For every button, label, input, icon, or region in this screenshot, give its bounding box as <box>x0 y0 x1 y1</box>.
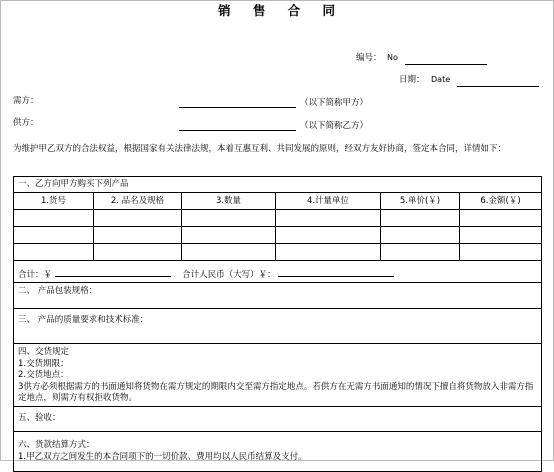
contract-no-field[interactable] <box>405 64 487 65</box>
table-cell[interactable] <box>381 210 460 227</box>
contract-no-label: 编号： <box>356 53 382 63</box>
supplier-label: 供方： <box>13 118 39 128</box>
section-4-heading: 四、交货规定 <box>18 347 70 357</box>
table-cell[interactable] <box>381 227 460 244</box>
column-header: 6.金额(￥) <box>460 193 542 210</box>
table-cell[interactable] <box>94 227 182 244</box>
table-cell[interactable] <box>460 210 542 227</box>
column-header: 1.货号 <box>14 193 94 210</box>
table-cell[interactable] <box>182 244 276 261</box>
column-header: 4.计量单位 <box>276 193 381 210</box>
section-2-heading: 二、 产品包装规格： <box>14 283 542 309</box>
column-header: 2. 品名及规格 <box>94 193 182 210</box>
table-cell[interactable] <box>276 210 381 227</box>
total-amount-field[interactable] <box>55 267 171 277</box>
table-cell[interactable] <box>14 210 94 227</box>
date-field[interactable] <box>457 86 539 87</box>
delivery-period-line: 1.交货期限： <box>18 358 69 369</box>
document-title: 销 售 合 同 <box>217 3 345 18</box>
contract-no-prefix: No <box>387 53 398 62</box>
intro-paragraph: 为维护甲乙双方的合法权益，根据国家有关法律法规，本着互惠互利、共同发展的原则，经双方友好协商，签定本合同，详情如下： <box>13 144 507 154</box>
delivery-clause-line: 3供方必须根据需方的书面通知将货物在需方规定的期限内交至需方指定地点。若供方在无需方书面通知的情况下擅自将货物放入非需方指定地点，则需方有权拒收货物。 <box>18 381 534 403</box>
table-cell[interactable] <box>94 244 182 261</box>
table-cell[interactable] <box>182 210 276 227</box>
table-cell[interactable] <box>381 244 460 261</box>
date-prefix: Date <box>431 75 451 84</box>
section-5-heading: 五、验收： <box>14 407 542 432</box>
table-cell[interactable] <box>276 227 381 244</box>
table-cell[interactable] <box>14 244 94 261</box>
section-6-heading: 六、货款结算方式： <box>18 440 95 450</box>
buyer-alias-note: （以下简称甲方） <box>300 98 369 108</box>
table-cell[interactable] <box>460 227 542 244</box>
supplier-name-field[interactable] <box>179 130 296 131</box>
section-3-heading: 三、 产品的质量要求和技术标准： <box>14 309 542 344</box>
table-cell[interactable] <box>94 210 182 227</box>
table-cell[interactable] <box>182 227 276 244</box>
date-label: 日期： <box>399 75 425 85</box>
table-row <box>14 227 542 244</box>
column-header: 3.数量 <box>182 193 276 210</box>
total-rmb-label: 合计人民币（大写）￥： <box>182 269 276 280</box>
supplier-alias-note: （以下简称乙方） <box>300 121 369 131</box>
total-label: 合计：￥ <box>18 269 53 280</box>
totals-row <box>14 261 542 283</box>
table-cell[interactable] <box>276 244 381 261</box>
section-4-delivery <box>14 344 542 407</box>
buyer-label: 需方： <box>13 96 39 106</box>
buyer-name-field[interactable] <box>179 107 296 108</box>
table-row <box>14 244 542 261</box>
total-rmb-field[interactable] <box>278 267 394 277</box>
table-row <box>14 210 542 227</box>
section-1-heading: 一、乙方向甲方购买下列产品 <box>14 177 542 193</box>
delivery-place-line: 2.交货地点： <box>18 370 69 380</box>
table-cell[interactable] <box>14 227 94 244</box>
section-6-payment <box>14 432 542 472</box>
payment-line: 1.甲乙双方之间发生的本合同项下的一切价款、费用均以人民币结算及支付。 <box>18 452 307 462</box>
table-cell[interactable] <box>460 244 542 261</box>
contract-table <box>13 176 542 472</box>
column-header: 5.单价(￥) <box>381 193 460 210</box>
